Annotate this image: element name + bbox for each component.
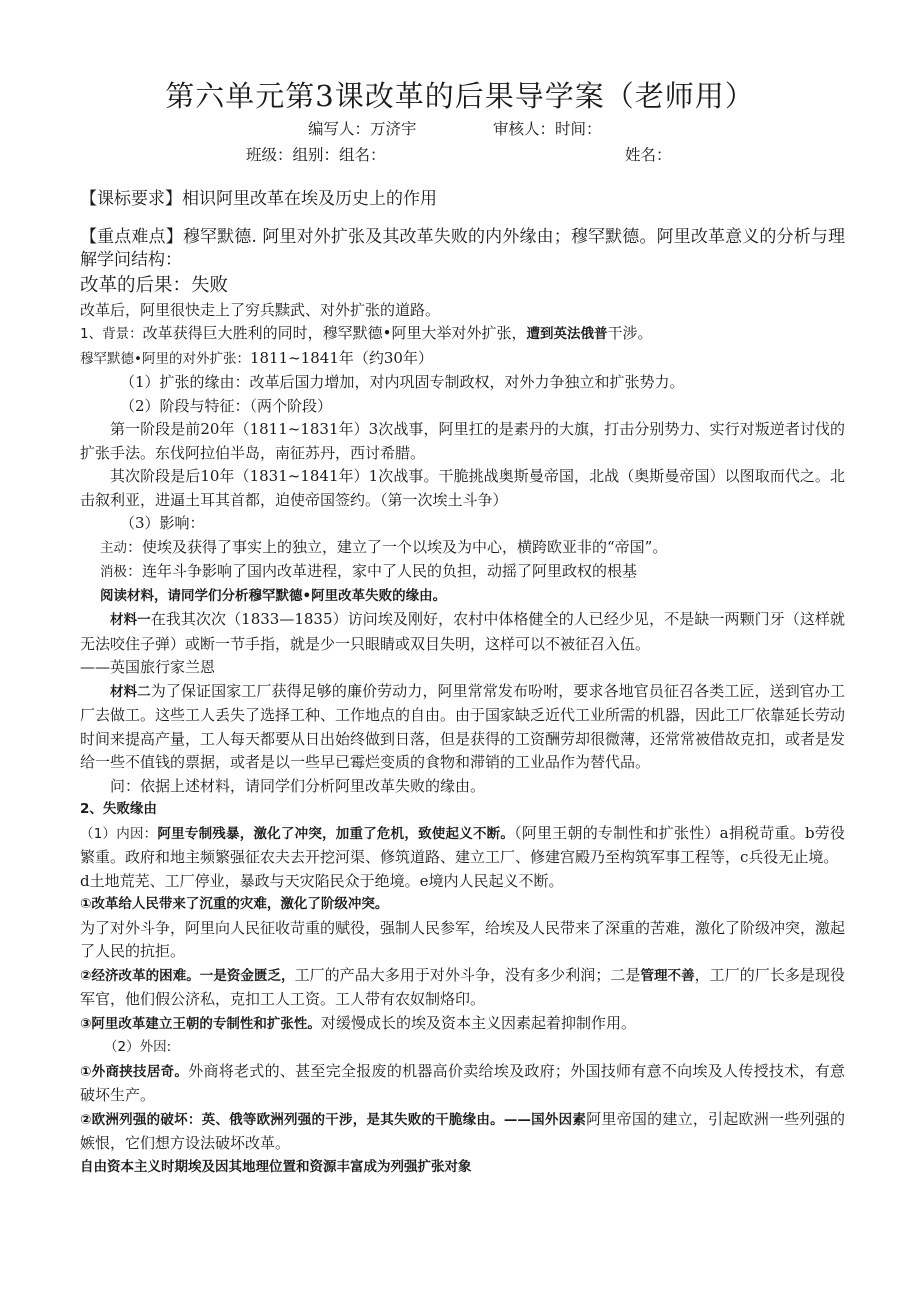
- external-two-heading: ②欧洲列强的破坏：英、俄等欧洲列强的干涉，是其失败的干脆缘由。——国外因素: [80, 1111, 587, 1128]
- external-one: [80, 1060, 845, 1108]
- background-paragraph: [80, 322, 845, 347]
- stage-two: 其次阶段是后10年（1831~1841年）1次战事。干脆挑战奥斯曼帝国，北战（奥斯曼帝国）以图取而代之。北击叙利亚，进逼土耳其首都，迫使帝国签约。（第一次埃土斗争）: [80, 467, 845, 509]
- document-body: [80, 188, 845, 1179]
- point-two: [80, 964, 845, 1012]
- internal-d: d土地荒芜、工厂停业，暴政与天灾陷民众于绝境。e境内人民起义不断。: [80, 871, 564, 890]
- reviewer-label: 审核人：时间：: [493, 120, 602, 138]
- positive-text: ：使埃及获得了事实上的独立，建立了一个以埃及为中心，横跨欧亚非的“帝国”。: [127, 537, 668, 556]
- expansion-years: 1811~1841年（约30年）: [249, 348, 433, 367]
- intro-paragraph: 改革后，阿里很快走上了穷兵黩武、对外扩张的道路。: [80, 300, 441, 319]
- failure-heading: 2、失败缘由: [80, 801, 157, 817]
- expansion-line: [80, 347, 845, 372]
- stage-one: 第一阶段是前20年（1811~1831年）3次战事，阿里扛的是素丹的大旗，打击分别势力、实行对叛逆者讨伐的扩张手法。东伐阿拉伯半岛，南征苏丹，西讨希腊。: [80, 420, 845, 462]
- reading-prompt: 阅读材料，请同学们分析穆罕默德•阿里改革失败的缘由。: [100, 587, 447, 604]
- impact-heading: （3）影响：: [120, 514, 205, 532]
- structure-heading: 改革的后果：失败: [80, 274, 229, 296]
- external-one-heading: ①外商挟技居奇。: [80, 1063, 189, 1080]
- page-title: 第六单元第3课改革的后果导学案（老师用）: [165, 79, 755, 113]
- material-two-label: 材料二: [110, 683, 151, 700]
- external-heading: （2）外因:: [104, 1039, 172, 1055]
- positive-impact: [80, 536, 845, 561]
- negative-text: ：连年斗争影响了国内改革进程，家中了人民的负担，动摇了阿里政权的根基: [127, 562, 638, 580]
- point-three: [80, 1012, 845, 1037]
- expansion-stages: （2）阶段与特征：（两个阶段）: [120, 396, 333, 415]
- point-two-mid: 管理不善: [640, 967, 695, 984]
- expansion-cause: （1）扩张的缘由：改革后国力增加，对内巩固专制政权，对外力争独立和扩张势力。: [120, 373, 685, 391]
- external-one-text: 外商将老式的、甚至完全报废的机器高价卖给埃及政府；外国技师有意不向埃及人传授技术，有意破坏生产。: [80, 1061, 845, 1104]
- point-one-text: 为了对外斗争，阿里向人民征收苛重的赋役，强制人民参军，给埃及人民带来了深重的苦难，激化了阶级冲突，激起了人民的抗拒。: [80, 918, 846, 960]
- internal-label: （1）内因：: [80, 825, 158, 842]
- question: 问：依据上述材料，请同学们分析阿里改革失败的缘由。: [110, 776, 486, 795]
- material-two-text: 为了保证国家工厂获得足够的廉价劳动力，阿里常常发布吩咐，要求各地官员征召各类工匠，送到官办工厂去做工。这些工人丢失了选择工种、工作地点的自由。由于国家缺乏近代工业所需的机器，因此工厂依靠延长劳动时间来提高产量，工人每天都要从日出始终做到日落，但是获得的工资酬劳却很微薄，还常常被借故克扣，或者是发给一些不值钱的票据，或者是以一些早已霉烂变质的食物和滞销的工业品作为替代品。: [80, 681, 846, 771]
- editor-label: 编写人：万济宇: [308, 120, 417, 138]
- external-two-text: 阿里帝国的建立，引起欧洲一些列强的嫉恨，它们想方设法破坏改革。: [80, 1109, 845, 1152]
- internal-summary: 阿里专制残暴，激化了冲突，加重了危机，致使起义不断。: [157, 825, 515, 842]
- material-one-source: ——英国旅行家兰恩: [80, 658, 216, 676]
- curriculum-requirement: 【课标要求】相识阿里改革在埃及历史上的作用: [80, 189, 437, 209]
- point-two-heading: ②经济改革的困难。一是资金匮乏，: [80, 967, 295, 984]
- background-powers: 遭到英法俄普: [526, 326, 608, 342]
- name-label: 姓名：: [625, 146, 672, 164]
- material-two: [80, 680, 845, 775]
- expansion-heading: 穆罕默德•阿里的对外扩张：: [80, 350, 250, 367]
- point-two-end: ，工厂的厂长多是现役军官，他们假公济私，克扣工人工资。工人带有农奴制烙印。: [80, 965, 845, 1008]
- material-one-label: 材料一: [110, 612, 151, 628]
- external-two: [80, 1108, 845, 1156]
- background-heading: 1、背景：: [80, 326, 143, 342]
- material-one-text: 在我其次次（1833—1835）访问埃及刚好，农村中体格健全的人已经少见，不是缺一两颗门牙（这样就无法咬住子弹）或断一节手指，就是少一只眼睛或双目失明，这样可以不被征召入伍。: [80, 610, 846, 653]
- key-points: 【重点难点】穆罕默德. 阿里对外扩张及其改革失败的内外缘由；穆罕默德。阿里改革意义的分析与理解学问结构：: [80, 226, 845, 270]
- internal-text: （阿里王朝的专制性和扩张性）a捐税苛重。b劳役繁重。政府和地主频繁强征农夫去开挖河渠、修筑道路、建立工厂、修建宫殿乃至构筑军事工程等，c兵役无止境。: [80, 823, 845, 866]
- class-label: 班级：组别：组名：: [246, 146, 386, 164]
- background-end: 干涉。: [607, 324, 653, 342]
- point-one-heading: ①改革给人民带来了沉重的灾难，激化了阶级冲突。: [80, 896, 389, 912]
- material-one: [80, 608, 845, 656]
- last-line: 自由资本主义时期埃及因其地理位置和资源丰富成为列强扩张对象: [80, 1158, 472, 1175]
- internal-causes: [80, 822, 845, 870]
- negative-label: 消极: [100, 564, 127, 580]
- negative-impact: [80, 560, 845, 585]
- background-text: 改革获得巨大胜利的同时，穆罕默德•阿里大举对外扩张，: [142, 324, 527, 342]
- point-three-text: 对缓慢成长的埃及资本主义因素起着抑制作用。: [320, 1013, 636, 1032]
- point-three-heading: ③阿里改革建立王朝的专制性和扩张性。: [80, 1015, 321, 1032]
- point-two-text: 工厂的产品大多用于对外斗争，没有多少利润；二是: [294, 965, 641, 984]
- positive-label: 主动: [100, 539, 127, 556]
